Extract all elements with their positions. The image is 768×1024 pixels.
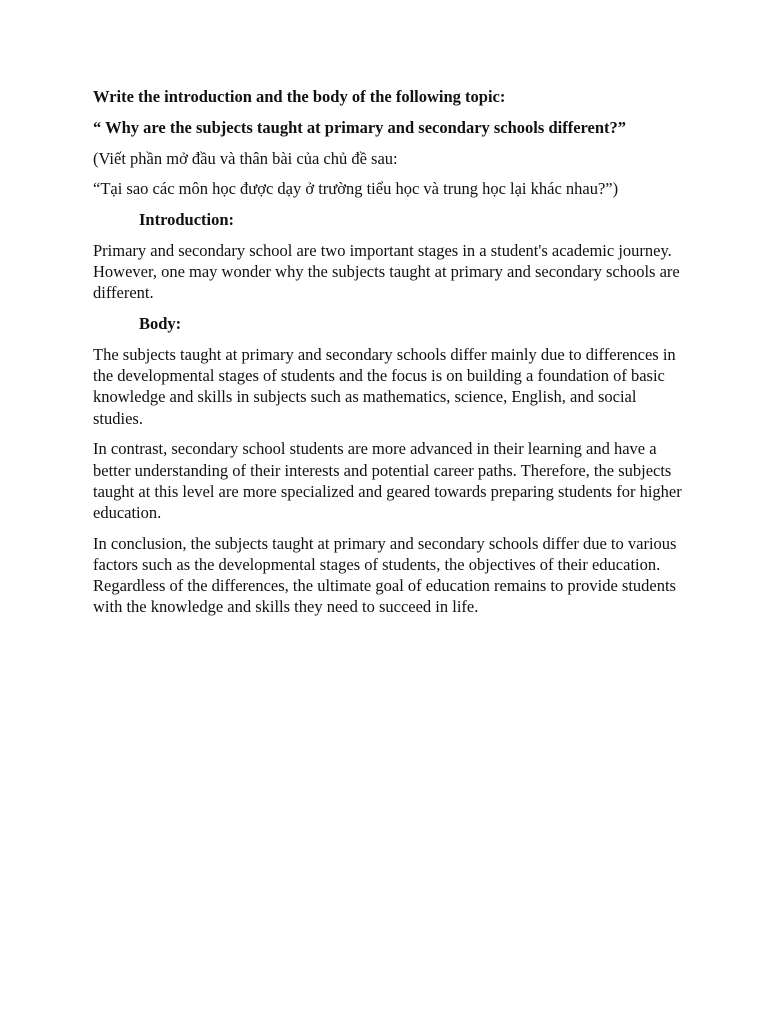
body-paragraph-1: The subjects taught at primary and secondary schools differ mainly due to differences in the developmental stages of students and the focus is on building a foundation of basic knowledge and skills in subjects such as mathematics, science, English, and social studies.: [93, 344, 676, 428]
introduction-paragraph: Primary and secondary school are two important stages in a student's academic journey. However, one may wonder why the subjects taught at primary and secondary schools are different.: [93, 240, 680, 303]
translation-line-1: (Viết phần mở đầu và thân bài của chủ đề sau:: [93, 148, 398, 168]
translation-line-2: “Tại sao các môn học được dạy ở trường tiểu học và trung học lại khác nhau?”): [93, 179, 619, 199]
body-heading: Body:: [139, 314, 182, 334]
topic-question: “ Why are the subjects taught at primary and secondary schools different?”: [93, 117, 627, 137]
introduction-heading: Introduction:: [139, 210, 235, 230]
document-page: [93, 86, 683, 627]
conclusion-paragraph: In conclusion, the subjects taught at primary and secondary schools differ due to various factors such as the developmental stages of students, the objectives of their education. Regardless of the differences, the ultimate goal of education remains to provide students with the knowledge and skills they need to succeed in life.: [93, 533, 677, 617]
instruction-text: Write the introduction and the body of the following topic:: [93, 87, 506, 106]
body-paragraph-2: In contrast, secondary school students are more advanced in their learning and have a better understanding of their interests and potential career paths. Therefore, the subjects taught at this level are more specialized and geared towards preparing students for higher education.: [93, 439, 682, 522]
